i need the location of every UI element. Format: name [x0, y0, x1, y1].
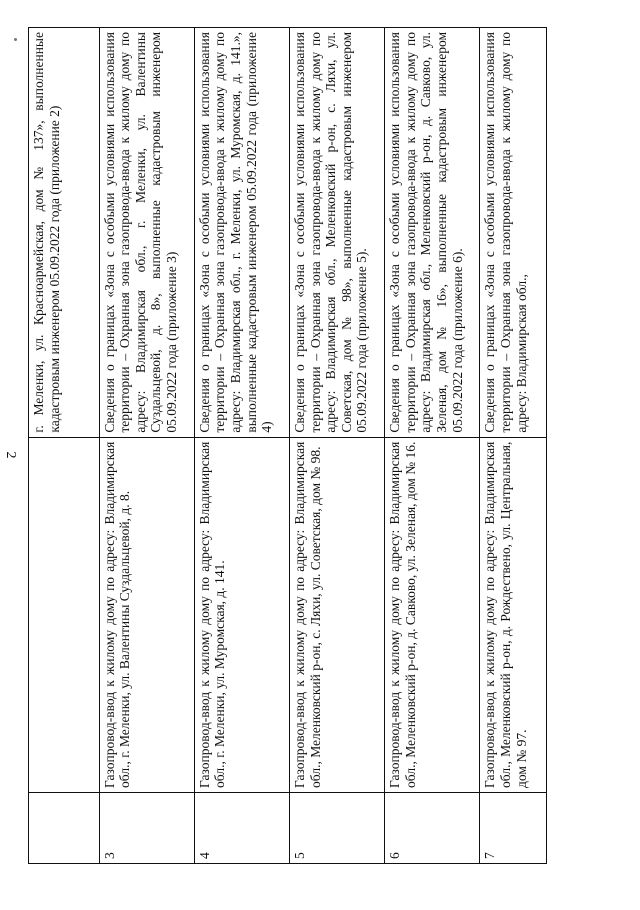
table-row-continuation: [29, 28, 100, 864]
info-cell: Сведения о границах «Зона с особыми условиями использования территории – Охранная зона газопровода-ввода к жилому дому по адресу: Владимирская обл.,: [480, 28, 547, 438]
row-number-cell: 4: [194, 792, 289, 863]
object-cell: Газопровод-ввод к жилому дому по адресу: Владимирская обл., Меленковский р-он, с. Ляхи, ул. Советская, дом № 98.: [290, 437, 385, 792]
info-cell: Сведения о границах «Зона с особыми условиями использования территории – Охранная зона газопровода-ввода к жилому дому по адресу: Владимирская обл., Меленковский р-он, с. Ляхи, ул. Советская, дом № 98», выполненные кадастровым инженером 05.09.2022 года (приложение 5).: [290, 28, 385, 438]
info-cell: Сведения о границах «Зона с особыми условиями использования территории – Охранная зона газопровода-ввода к жилому дому по адресу: Владимирская обл., Меленковский р-он, д. Савково, ул. Зеленая, дом № 16», выполненные кадастровым инженером 05.09.2022 года (приложение 6).: [385, 28, 480, 438]
info-cell: Сведения о границах «Зона с особыми условиями использования территории – Охранная зона газопровода-ввода к жилому дому по адресу: Владимирская обл., г. Меленки, ул. Муромская, д. 141.», выполненные кадастровым инженером 05.09.2022 года (приложение 4): [194, 28, 289, 438]
zones-table: [28, 27, 547, 864]
page-number: 2: [3, 451, 18, 459]
info-text: г. Меленки, ул. Красноармейская, дом № 137», выполненные кадастровым инженером 05.09.2022 года (приложение 2): [31, 32, 62, 433]
table-row: [99, 28, 194, 864]
row-number-cell: [29, 792, 100, 863]
object-cell: Газопровод-ввод к жилому дому по адресу: Владимирская обл., г. Меленки, ул. Муромская, д. 141.: [194, 437, 289, 792]
table-row: [385, 28, 480, 864]
row-number-cell: 3: [99, 792, 194, 863]
row-number-cell: 6: [385, 792, 480, 863]
object-cell: Газопровод-ввод к жилому дому по адресу: Владимирская обл., Меленковский р-он, д. Рождествено, ул. Центральная, дом № 97.: [480, 437, 547, 792]
table-row: [480, 28, 547, 864]
rotated-page-content: [28, 27, 547, 864]
row-number-cell: 5: [290, 792, 385, 863]
info-cell: [29, 28, 100, 438]
table-row: [194, 28, 289, 864]
row-number-cell: 7: [480, 792, 547, 863]
object-cell: Газопровод-ввод к жилому дому по адресу: Владимирская обл., г. Меленки, ул. Валентины Суздальцевой, д. 8.: [99, 437, 194, 792]
scan-speck: [14, 38, 17, 41]
info-cell: Сведения о границах «Зона с особыми условиями использования территории – Охранная зона газопровода-ввода к жилому дому по адресу: Владимирская обл., г. Меленки, ул. Валентины Суздальцевой, д. 8», выполненные кадастровым инженером 05.09.2022 года (приложение 3): [99, 28, 194, 438]
object-cell: [29, 437, 100, 792]
table-row: [290, 28, 385, 864]
object-cell: Газопровод-ввод к жилому дому по адресу: Владимирская обл., Меленковский р-он, д. Савково, ул. Зеленая, дом № 16.: [385, 437, 480, 792]
